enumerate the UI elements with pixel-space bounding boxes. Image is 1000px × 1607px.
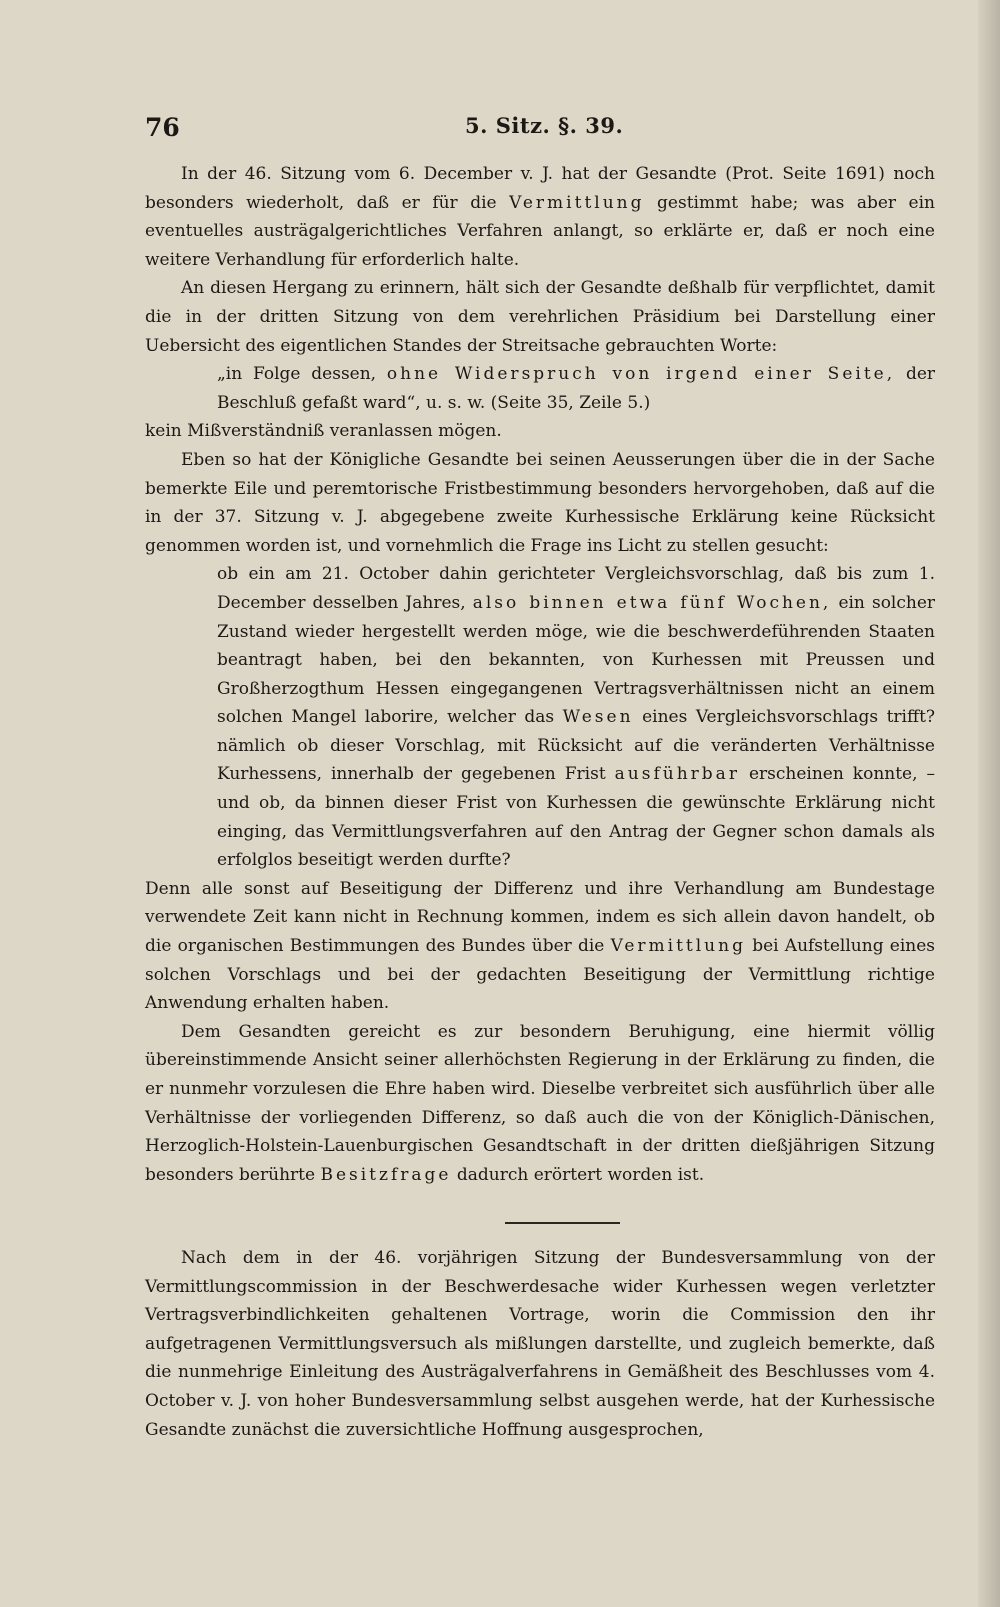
p6-text-b: dadurch erörtert worden ist. [456, 1164, 705, 1185]
p1-text: In der 46. Sitzung vom 6. December v. J. hat der Gesandte (Prot. Seite 1691) noch besonders wiederholt, daß er für die [145, 164, 935, 213]
paragraph-7: Nach dem in der 46. vorjährigen Sitzung der Bundesversammlung von der Vermittlungscommission in der Beschwerdesache wider Kurhessen wegen verletzter Vertragsverbindlichkeiten gehaltenen Vortrage, worin die Commission den ihr aufgetragenen Vermittlungsversuch als mißlungen darstellte, und zugleich bemerkte, daß die nunmehrige Einleitung des Austrägalverfahrens in Gemäßheit des Beschlusses vom 4. October v. J. von hoher Bundesversammlung selbst ausgehen werde, hat der Kurhessische Gesandte zunächst die zuversichtliche Hoffnung ausgesprochen, [145, 1248, 935, 1440]
q2-text-a: ob ein am 21. October dahin gerichteter Vergleichsvorschlag, daß bis zum 1. December desselben Jahres, [217, 564, 935, 613]
paragraph-1 [145, 160, 935, 274]
p1-spaced: Vermittlung [509, 192, 645, 213]
paragraph-6 [145, 1018, 935, 1190]
paragraph-5 [145, 875, 935, 1018]
q2-text-b: ein solcher Zustand wieder hergestellt werden möge, wie die beschwerdeführenden Staaten beantragt haben, bei den bekannten, von Kurhessen mit Preussen und Großherzogthum Hessen eingegangenen Vertragsverhältnissen nicht an einem solchen Mangel laborire, welcher das [217, 592, 936, 728]
page-edge [978, 0, 1000, 1607]
quote-1 [145, 360, 935, 417]
paragraph-2: An diesen Hergang zu erinnern, hält sich der Gesandte deßhalb für verpflichtet, damit die in der dritten Sitzung von dem verehrlichen Präsidium bei Darstellung einer Uebersicht des eigentlichen Standes der Streitsache gebrauchten Worte: [145, 278, 935, 356]
paragraph-4: Eben so hat der Königliche Gesandte bei seinen Aeusserungen über die in der Sache bemerkte Eile und peremtorische Fristbestimmung besonders hervorgehoben, daß auf die in der 37. Sitzung v. J. abgegebene zweite Kurhessische Erklärung keine Rücksicht genommen worden ist, und vornehmlich die Frage ins Licht zu stellen gesucht: [145, 449, 935, 556]
q1-text-b: der Beschluß gefaßt ward“, u. s. w. (Seite 35, Zeile 5.) [217, 364, 936, 413]
p5-spaced: Vermittlung [610, 936, 746, 957]
p1-text-b: gestimmt habe; was aber ein eventuelles austrägalgerichtliches Verfahren anlangt, so erklärte er, daß er noch eine weitere Verhandlung für erforderlich halte. [145, 192, 936, 270]
paragraph-3: kein Mißverständniß veranlassen mögen. [145, 421, 502, 442]
running-head: 5. Sitz. §. 39. [465, 113, 624, 138]
page-number: 76 [145, 113, 180, 142]
quote-2 [145, 560, 935, 875]
page-header [145, 113, 935, 147]
p5-text-a: Denn alle sonst auf Beseitigung der Differenz und ihre Verhandlung am Bundestage verwendete Zeit kann nicht in Rechnung kommen, indem es sich allein davon handelt, ob die organischen Bestimmungen des Bundes über die [145, 878, 935, 957]
q2-spaced-1: also binnen etwa fünf Wochen, [472, 592, 832, 613]
p6-text-a: Dem Gesandten gereicht es zur besondern Beruhigung, eine hiermit völlig übereinstimmende Ansicht seiner allerhöchsten Regierung in der Erklärung zu finden, die er nunmehr vorzulesen die Ehre haben wird. Dieselbe verbreitet sich ausführlich über alle Verhältnisse der vorliegenden Differenz, so daß auch die von der Königlich-Dänischen, Herzoglich-Holstein-Lauenburgischen Gesandtschaft in der dritten dießjährigen Sitzung besonders berührte [145, 1021, 935, 1185]
section-divider [505, 1222, 620, 1224]
second-section [145, 1244, 935, 1444]
q2-text-d: erscheinen konnte, – und ob, da binnen dieser Frist von Kurhessen die gewünschte Erklärung nicht einging, das Vermittlungsverfahren auf den Antrag der Gegner schon damals als erfolglos beseitigt werden durfte? [217, 764, 936, 871]
p5-text-b: bei Aufstellung eines solchen Vorschlags und bei der gedachten Beseitigung der Vermittlung richtige Anwendung erhalten haben. [145, 936, 936, 1014]
q1-text-a: „in Folge dessen, [217, 364, 377, 385]
q1-spaced: ohne Widerspruch von irgend einer Seite, [386, 364, 896, 385]
p6-spaced: Besitzfrage [320, 1164, 452, 1185]
q2-text-c: eines Vergleichsvorschlags trifft? nämlich ob dieser Vorschlag, mit Rücksicht auf die veränderten Verhältnisse Kurhessens, innerhalb der gegebenen Frist [217, 707, 936, 785]
main-text [145, 160, 935, 1189]
q2-spaced-3: ausführbar [614, 764, 740, 785]
q2-spaced-2: Wesen [562, 707, 634, 728]
